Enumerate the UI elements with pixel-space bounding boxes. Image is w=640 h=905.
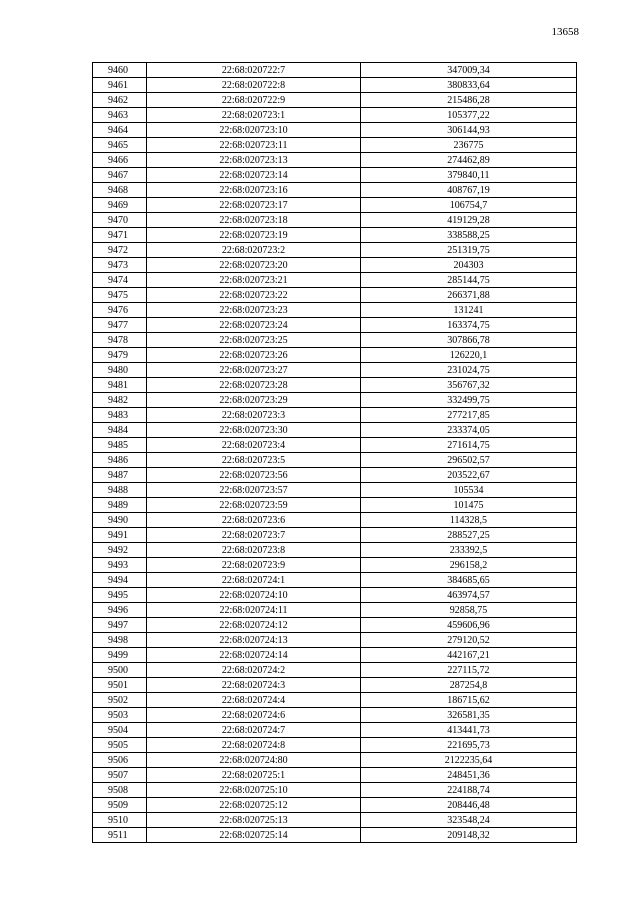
cadastral-number-cell: 22:68:020724:7 [147, 723, 361, 738]
cadastral-number-cell: 22:68:020723:17 [147, 198, 361, 213]
cadastral-number-cell: 22:68:020724:2 [147, 663, 361, 678]
cadastral-value-cell: 288527,25 [361, 528, 577, 543]
cadastral-number-cell: 22:68:020723:21 [147, 273, 361, 288]
cadastral-number-cell: 22:68:020723:13 [147, 153, 361, 168]
cadastral-value-cell: 332499,75 [361, 393, 577, 408]
cadastral-value-cell: 419129,28 [361, 213, 577, 228]
cadastral-value-cell: 208446,48 [361, 798, 577, 813]
cadastral-value-table [92, 62, 577, 843]
table-row [93, 558, 577, 573]
cadastral-number-cell: 22:68:020724:4 [147, 693, 361, 708]
cadastral-value-cell: 380833,64 [361, 78, 577, 93]
row-number-cell: 9493 [93, 558, 147, 573]
row-number-cell: 9481 [93, 378, 147, 393]
cadastral-value-cell: 266371,88 [361, 288, 577, 303]
row-number-cell: 9462 [93, 93, 147, 108]
row-number-cell: 9475 [93, 288, 147, 303]
table-row [93, 453, 577, 468]
row-number-cell: 9498 [93, 633, 147, 648]
cadastral-value-cell: 296158,2 [361, 558, 577, 573]
table-row [93, 678, 577, 693]
table-row [93, 483, 577, 498]
cadastral-value-cell: 271614,75 [361, 438, 577, 453]
row-number-cell: 9506 [93, 753, 147, 768]
cadastral-number-cell: 22:68:020722:9 [147, 93, 361, 108]
cadastral-number-cell: 22:68:020723:3 [147, 408, 361, 423]
cadastral-number-cell: 22:68:020724:10 [147, 588, 361, 603]
table-row [93, 333, 577, 348]
table-row [93, 828, 577, 843]
table-row [93, 693, 577, 708]
table-row [93, 408, 577, 423]
table-row [93, 303, 577, 318]
row-number-cell: 9488 [93, 483, 147, 498]
cadastral-number-cell: 22:68:020723:57 [147, 483, 361, 498]
cadastral-number-cell: 22:68:020723:26 [147, 348, 361, 363]
cadastral-number-cell: 22:68:020723:30 [147, 423, 361, 438]
cadastral-number-cell: 22:68:020725:10 [147, 783, 361, 798]
table-row [93, 618, 577, 633]
table-row [93, 603, 577, 618]
cadastral-number-cell: 22:68:020723:25 [147, 333, 361, 348]
cadastral-value-cell: 442167,21 [361, 648, 577, 663]
row-number-cell: 9504 [93, 723, 147, 738]
table-row [93, 438, 577, 453]
table-row [93, 708, 577, 723]
cadastral-number-cell: 22:68:020723:56 [147, 468, 361, 483]
row-number-cell: 9486 [93, 453, 147, 468]
row-number-cell: 9490 [93, 513, 147, 528]
table-row [93, 123, 577, 138]
cadastral-value-cell: 307866,78 [361, 333, 577, 348]
row-number-cell: 9507 [93, 768, 147, 783]
cadastral-number-cell: 22:68:020724:6 [147, 708, 361, 723]
cadastral-value-cell: 408767,19 [361, 183, 577, 198]
page-number: 13658 [551, 26, 579, 38]
table-row [93, 378, 577, 393]
cadastral-number-cell: 22:68:020723:59 [147, 498, 361, 513]
cadastral-number-cell: 22:68:020723:16 [147, 183, 361, 198]
cadastral-number-cell: 22:68:020723:22 [147, 288, 361, 303]
row-number-cell: 9502 [93, 693, 147, 708]
table-row [93, 198, 577, 213]
row-number-cell: 9483 [93, 408, 147, 423]
cadastral-number-cell: 22:68:020723:7 [147, 528, 361, 543]
cadastral-value-cell: 105534 [361, 483, 577, 498]
table-row [93, 258, 577, 273]
cadastral-value-cell: 384685,65 [361, 573, 577, 588]
row-number-cell: 9464 [93, 123, 147, 138]
cadastral-value-cell: 101475 [361, 498, 577, 513]
cadastral-number-cell: 22:68:020723:11 [147, 138, 361, 153]
row-number-cell: 9474 [93, 273, 147, 288]
row-number-cell: 9510 [93, 813, 147, 828]
cadastral-value-cell: 2122235,64 [361, 753, 577, 768]
cadastral-number-cell: 22:68:020724:80 [147, 753, 361, 768]
row-number-cell: 9472 [93, 243, 147, 258]
table-row [93, 588, 577, 603]
cadastral-number-cell: 22:68:020724:12 [147, 618, 361, 633]
table-row [93, 153, 577, 168]
table-row [93, 213, 577, 228]
cadastral-number-cell: 22:68:020725:12 [147, 798, 361, 813]
table-row [93, 573, 577, 588]
table-row [93, 168, 577, 183]
cadastral-value-cell: 233392,5 [361, 543, 577, 558]
cadastral-value-cell: 248451,36 [361, 768, 577, 783]
cadastral-value-cell: 285144,75 [361, 273, 577, 288]
row-number-cell: 9492 [93, 543, 147, 558]
cadastral-value-cell: 413441,73 [361, 723, 577, 738]
cadastral-value-cell: 215486,28 [361, 93, 577, 108]
table-row [93, 93, 577, 108]
table-row [93, 753, 577, 768]
table-row [93, 363, 577, 378]
row-number-cell: 9508 [93, 783, 147, 798]
cadastral-number-cell: 22:68:020724:11 [147, 603, 361, 618]
cadastral-number-cell: 22:68:020723:4 [147, 438, 361, 453]
table-row [93, 243, 577, 258]
row-number-cell: 9499 [93, 648, 147, 663]
table-row [93, 528, 577, 543]
table-body [93, 63, 577, 843]
table-row [93, 738, 577, 753]
cadastral-number-cell: 22:68:020722:8 [147, 78, 361, 93]
row-number-cell: 9501 [93, 678, 147, 693]
row-number-cell: 9471 [93, 228, 147, 243]
cadastral-number-cell: 22:68:020723:5 [147, 453, 361, 468]
row-number-cell: 9463 [93, 108, 147, 123]
cadastral-number-cell: 22:68:020725:13 [147, 813, 361, 828]
row-number-cell: 9460 [93, 63, 147, 78]
row-number-cell: 9466 [93, 153, 147, 168]
table-row [93, 63, 577, 78]
row-number-cell: 9489 [93, 498, 147, 513]
cadastral-number-cell: 22:68:020723:19 [147, 228, 361, 243]
table-row [93, 318, 577, 333]
cadastral-value-cell: 231024,75 [361, 363, 577, 378]
cadastral-value-cell: 221695,73 [361, 738, 577, 753]
row-number-cell: 9473 [93, 258, 147, 273]
row-number-cell: 9468 [93, 183, 147, 198]
table-row [93, 723, 577, 738]
cadastral-value-cell: 459606,96 [361, 618, 577, 633]
table-row [93, 798, 577, 813]
cadastral-number-cell: 22:68:020723:8 [147, 543, 361, 558]
cadastral-value-cell: 323548,24 [361, 813, 577, 828]
cadastral-value-cell: 224188,74 [361, 783, 577, 798]
cadastral-number-cell: 22:68:020724:3 [147, 678, 361, 693]
cadastral-number-cell: 22:68:020723:10 [147, 123, 361, 138]
cadastral-number-cell: 22:68:020723:18 [147, 213, 361, 228]
table-row [93, 78, 577, 93]
table-row [93, 813, 577, 828]
cadastral-number-cell: 22:68:020723:9 [147, 558, 361, 573]
row-number-cell: 9497 [93, 618, 147, 633]
cadastral-number-cell: 22:68:020723:24 [147, 318, 361, 333]
cadastral-value-cell: 306144,93 [361, 123, 577, 138]
row-number-cell: 9487 [93, 468, 147, 483]
cadastral-number-cell: 22:68:020724:13 [147, 633, 361, 648]
table-row [93, 663, 577, 678]
cadastral-value-cell: 203522,67 [361, 468, 577, 483]
cadastral-number-cell: 22:68:020724:8 [147, 738, 361, 753]
cadastral-value-cell: 114328,5 [361, 513, 577, 528]
row-number-cell: 9511 [93, 828, 147, 843]
row-number-cell: 9495 [93, 588, 147, 603]
cadastral-value-cell: 379840,11 [361, 168, 577, 183]
cadastral-value-cell: 186715,62 [361, 693, 577, 708]
cadastral-number-cell: 22:68:020724:14 [147, 648, 361, 663]
table-row [93, 543, 577, 558]
row-number-cell: 9465 [93, 138, 147, 153]
cadastral-number-cell: 22:68:020725:14 [147, 828, 361, 843]
row-number-cell: 9469 [93, 198, 147, 213]
table-row [93, 498, 577, 513]
cadastral-value-cell: 105377,22 [361, 108, 577, 123]
row-number-cell: 9476 [93, 303, 147, 318]
table-row [93, 228, 577, 243]
row-number-cell: 9494 [93, 573, 147, 588]
cadastral-number-cell: 22:68:020723:14 [147, 168, 361, 183]
row-number-cell: 9496 [93, 603, 147, 618]
row-number-cell: 9482 [93, 393, 147, 408]
cadastral-number-cell: 22:68:020722:7 [147, 63, 361, 78]
cadastral-number-cell: 22:68:020723:27 [147, 363, 361, 378]
table-row [93, 783, 577, 798]
cadastral-value-cell: 163374,75 [361, 318, 577, 333]
cadastral-value-cell: 204303 [361, 258, 577, 273]
row-number-cell: 9470 [93, 213, 147, 228]
row-number-cell: 9485 [93, 438, 147, 453]
cadastral-value-cell: 356767,32 [361, 378, 577, 393]
cadastral-value-cell: 251319,75 [361, 243, 577, 258]
cadastral-number-cell: 22:68:020723:23 [147, 303, 361, 318]
cadastral-value-cell: 106754,7 [361, 198, 577, 213]
cadastral-value-cell: 287254,8 [361, 678, 577, 693]
table-row [93, 273, 577, 288]
cadastral-value-cell: 296502,57 [361, 453, 577, 468]
cadastral-value-cell: 92858,75 [361, 603, 577, 618]
cadastral-value-cell: 227115,72 [361, 663, 577, 678]
row-number-cell: 9491 [93, 528, 147, 543]
table-row [93, 288, 577, 303]
cadastral-value-cell: 279120,52 [361, 633, 577, 648]
cadastral-value-cell: 326581,35 [361, 708, 577, 723]
table-row [93, 633, 577, 648]
table-row [93, 138, 577, 153]
cadastral-number-cell: 22:68:020723:28 [147, 378, 361, 393]
table-row [93, 513, 577, 528]
cadastral-value-cell: 131241 [361, 303, 577, 318]
row-number-cell: 9479 [93, 348, 147, 363]
cadastral-value-cell: 463974,57 [361, 588, 577, 603]
table-row [93, 423, 577, 438]
cadastral-number-cell: 22:68:020723:6 [147, 513, 361, 528]
cadastral-number-cell: 22:68:020725:1 [147, 768, 361, 783]
row-number-cell: 9503 [93, 708, 147, 723]
row-number-cell: 9500 [93, 663, 147, 678]
cadastral-value-cell: 209148,32 [361, 828, 577, 843]
cadastral-value-cell: 274462,89 [361, 153, 577, 168]
cadastral-value-cell: 236775 [361, 138, 577, 153]
row-number-cell: 9505 [93, 738, 147, 753]
cadastral-value-cell: 233374,05 [361, 423, 577, 438]
row-number-cell: 9477 [93, 318, 147, 333]
cadastral-value-cell: 126220,1 [361, 348, 577, 363]
table-row [93, 393, 577, 408]
row-number-cell: 9480 [93, 363, 147, 378]
row-number-cell: 9467 [93, 168, 147, 183]
cadastral-value-cell: 277217,85 [361, 408, 577, 423]
row-number-cell: 9478 [93, 333, 147, 348]
table-row [93, 468, 577, 483]
cadastral-value-cell: 347009,34 [361, 63, 577, 78]
table-row [93, 108, 577, 123]
cadastral-number-cell: 22:68:020723:2 [147, 243, 361, 258]
cadastral-number-cell: 22:68:020724:1 [147, 573, 361, 588]
row-number-cell: 9484 [93, 423, 147, 438]
table-row [93, 648, 577, 663]
cadastral-value-cell: 338588,25 [361, 228, 577, 243]
cadastral-number-cell: 22:68:020723:29 [147, 393, 361, 408]
cadastral-number-cell: 22:68:020723:1 [147, 108, 361, 123]
table-row [93, 768, 577, 783]
table-row [93, 183, 577, 198]
row-number-cell: 9461 [93, 78, 147, 93]
table-row [93, 348, 577, 363]
cadastral-number-cell: 22:68:020723:20 [147, 258, 361, 273]
row-number-cell: 9509 [93, 798, 147, 813]
